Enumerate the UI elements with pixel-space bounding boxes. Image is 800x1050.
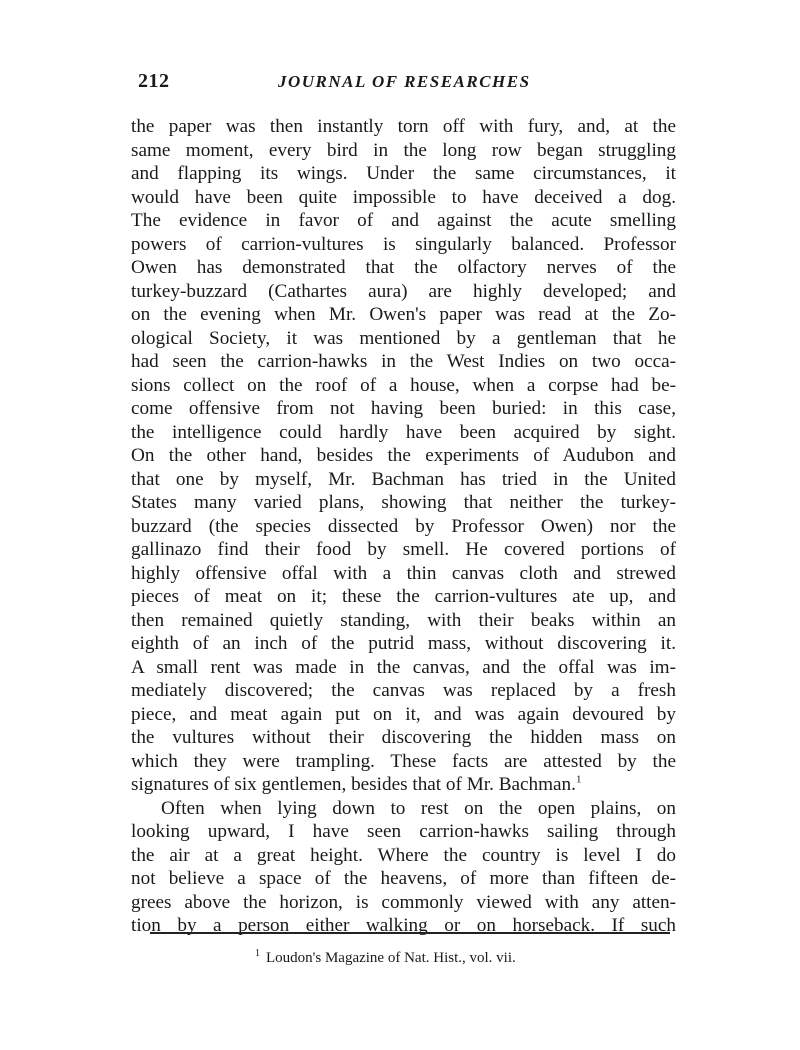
text-line: would have been quite impossible to have deceived a dog. (131, 186, 676, 208)
text-line: The evidence in favor of and against the acute smelling (131, 210, 676, 231)
text-line: looking upward, I have seen carrion-hawks sailing through (131, 821, 676, 842)
text-line: eighth of an inch of the putrid mass, without discovering it. (131, 633, 676, 654)
page-header (138, 70, 673, 98)
text-line: mediately discovered; the canvas was replaced by a fresh (131, 680, 676, 701)
text-line: same moment, every bird in the long row began struggling (131, 139, 676, 161)
text-line: powers of carrion-vultures is singularly balanced. Professor (131, 233, 676, 255)
text-line: turkey-buzzard (Cathartes aura) are highly developed; and (131, 280, 676, 302)
text-line: and flapping its wings. Under the same circumstances, it (131, 163, 676, 184)
text-line: pieces of meat on it; these the carrion-vultures ate up, and (131, 586, 676, 607)
text-line: that one by myself, Mr. Bachman has tried in the United (131, 468, 676, 490)
footnote-mark: 1 (255, 948, 260, 959)
text-line: A small rent was made in the canvas, and the offal was im- (131, 656, 676, 678)
text-line: the vultures without their discovering the hidden mass on (131, 727, 676, 748)
footnote-reference: 1 (575, 773, 582, 786)
body-text (131, 115, 676, 938)
text-line: grees above the horizon, is commonly viewed with any atten- (131, 891, 676, 913)
text-line: the air at a great height. Where the country is level I do (131, 844, 676, 866)
text-line: gallinazo find their food by smell. He covered portions of (131, 539, 676, 560)
text-line: tion by a person either walking or on horseback. If such (131, 915, 676, 936)
footnote (255, 948, 516, 967)
text-line: on the evening when Mr. Owen's paper was read at the Zo- (131, 304, 676, 325)
text-line: On the other hand, besides the experiments of Audubon and (131, 445, 676, 466)
page-number: 212 (138, 70, 170, 92)
text-line: the paper was then instantly torn off with fury, and, at the (131, 116, 676, 137)
text-line: highly offensive offal with a thin canvas cloth and strewed (131, 562, 676, 584)
text-line: signatures of six gentlemen, besides that of Mr. Bachman. (131, 774, 576, 795)
footnote-text: Loudon's Magazine of Nat. Hist., vol. vii. (266, 950, 516, 966)
footnote-divider (150, 932, 670, 934)
running-title: JOURNAL OF RESEARCHES (278, 72, 531, 91)
text-line: buzzard (the species dissected by Professor Owen) nor the (131, 515, 676, 537)
text-line: Owen has demonstrated that the olfactory nerves of the (131, 257, 676, 278)
text-line: piece, and meat again put on it, and was again devoured by (131, 703, 676, 725)
text-line: had seen the carrion-hawks in the West Indies on two occa- (131, 351, 676, 372)
text-line: ological Society, it was mentioned by a gentleman that he (131, 327, 676, 349)
text-line: States many varied plans, showing that neither the turkey- (131, 492, 676, 513)
text-line-with-footnote-ref (131, 773, 676, 797)
text-line: sions collect on the roof of a house, when a corpse had be- (131, 374, 676, 396)
text-line: then remained quietly standing, with their beaks within an (131, 609, 676, 631)
text-line: the intelligence could hardly have been acquired by sight. (131, 421, 676, 443)
text-line: which they were trampling. These facts are attested by the (131, 750, 676, 772)
paragraph-start-line: Often when lying down to rest on the open plains, on (161, 797, 676, 819)
text-line: come offensive from not having been buried: in this case, (131, 398, 676, 419)
text-line: not believe a space of the heavens, of more than fifteen de- (131, 868, 676, 889)
